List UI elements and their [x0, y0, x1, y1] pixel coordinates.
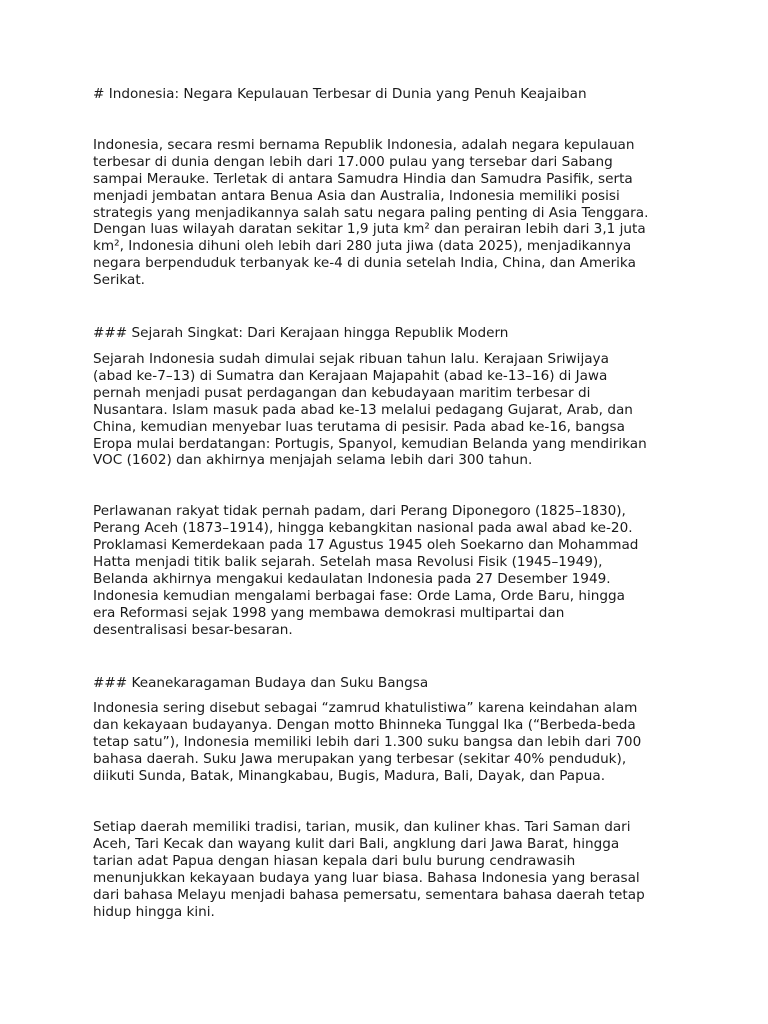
- culture-paragraph-1: Indonesia sering disebut sebagai “zamrud khatulistiwa” karena keindahan alam dan kekayaan budayanya. Dengan motto Bhinneka Tunggal Ika (“Berbeda-beda tetap satu”), Indonesia memiliki lebih dari 1.300 suku bangsa dan lebih dari 700 bahasa daerah. Suku Jawa merupakan yang terbesar (sekitar 40% penduduk), diikuti Sunda, Batak, Minangkabau, Bugis, Madura, Bali, Dayak, dan Papua.: [93, 700, 642, 785]
- history-paragraph-1: Sejarah Indonesia sudah dimulai sejak ribuan tahun lalu. Kerajaan Sriwijaya (abad ke-7–13) di Sumatra dan Kerajaan Majapahit (abad ke-13–16) di Jawa pernah menjadi pusat perdagangan dan kebudayaan maritim terbesar di Nusantara. Islam masuk pada abad ke-13 melalui pedagang Gujarat, Arab, dan China, kemudian menyebar luas terutama di pesisir. Pada abad ke-16, bangsa Eropa mulai berdatangan: Portugis, Spanyol, kemudian Belanda yang mendirikan VOC (1602) dan akhirnya menjajah selama lebih dari 300 tahun.: [93, 350, 647, 469]
- history-paragraph-2: Perlawanan rakyat tidak pernah padam, dari Perang Diponegoro (1825–1830), Perang Aceh (1873–1914), hingga kebangkitan nasional pada awal abad ke-20. Proklamasi Kemerdekaan pada 17 Agustus 1945 oleh Soekarno dan Mohammad Hatta menjadi titik balik sejarah. Setelah masa Revolusi Fisik (1945–1949), Belanda akhirnya mengakui kedaulatan Indonesia pada 27 Desember 1949. Indonesia kemudian mengalami berbagai fase: Orde Lama, Orde Baru, hingga era Reformasi sejak 1998 yang membawa demokrasi multipartai dan desentralisasi besar-besaran.: [93, 503, 639, 638]
- culture-paragraph-2: Setiap daerah memiliki tradisi, tarian, musik, dan kuliner khas. Tari Saman dari Aceh, Tari Kecak dan wayang kulit dari Bali, angklung dari Jawa Barat, hingga tarian adat Papua dengan hiasan kepala dari bulu burung cendrawasih menunjukkan kekayaan budaya yang luar biasa. Bahasa Indonesia yang berasal dari bahasa Melayu menjadi bahasa pemersatu, sementara bahasa daerah tetap hidup hingga kini.: [93, 819, 645, 920]
- document-title: # Indonesia: Negara Kepulauan Terbesar di Dunia yang Penuh Keajaiban: [93, 86, 587, 102]
- document-page: [93, 86, 683, 920]
- section-heading-history: ### Sejarah Singkat: Dari Kerajaan hingga Republik Modern: [93, 325, 509, 342]
- section-heading-culture: ### Keanekaragaman Budaya dan Suku Bangsa: [93, 674, 429, 691]
- intro-paragraph: Indonesia, secara resmi bernama Republik Indonesia, adalah negara kepulauan terbesar di dunia dengan lebih dari 17.000 pulau yang tersebar dari Sabang sampai Merauke. Terletak di antara Samudra Hindia dan Samudra Pasifik, serta menjadi jembatan antara Benua Asia dan Australia, Indonesia memiliki posisi strategis yang menjadikannya salah satu negara paling penting di Asia Tenggara. Dengan luas wilayah daratan sekitar 1,9 juta km² dan perairan lebih dari 3,1 juta km², Indonesia dihuni oleh lebih dari 280 juta jiwa (data 2025), menjadikannya negara berpenduduk terbanyak ke-4 di dunia setelah India, China, dan Amerika Serikat.: [93, 136, 649, 289]
